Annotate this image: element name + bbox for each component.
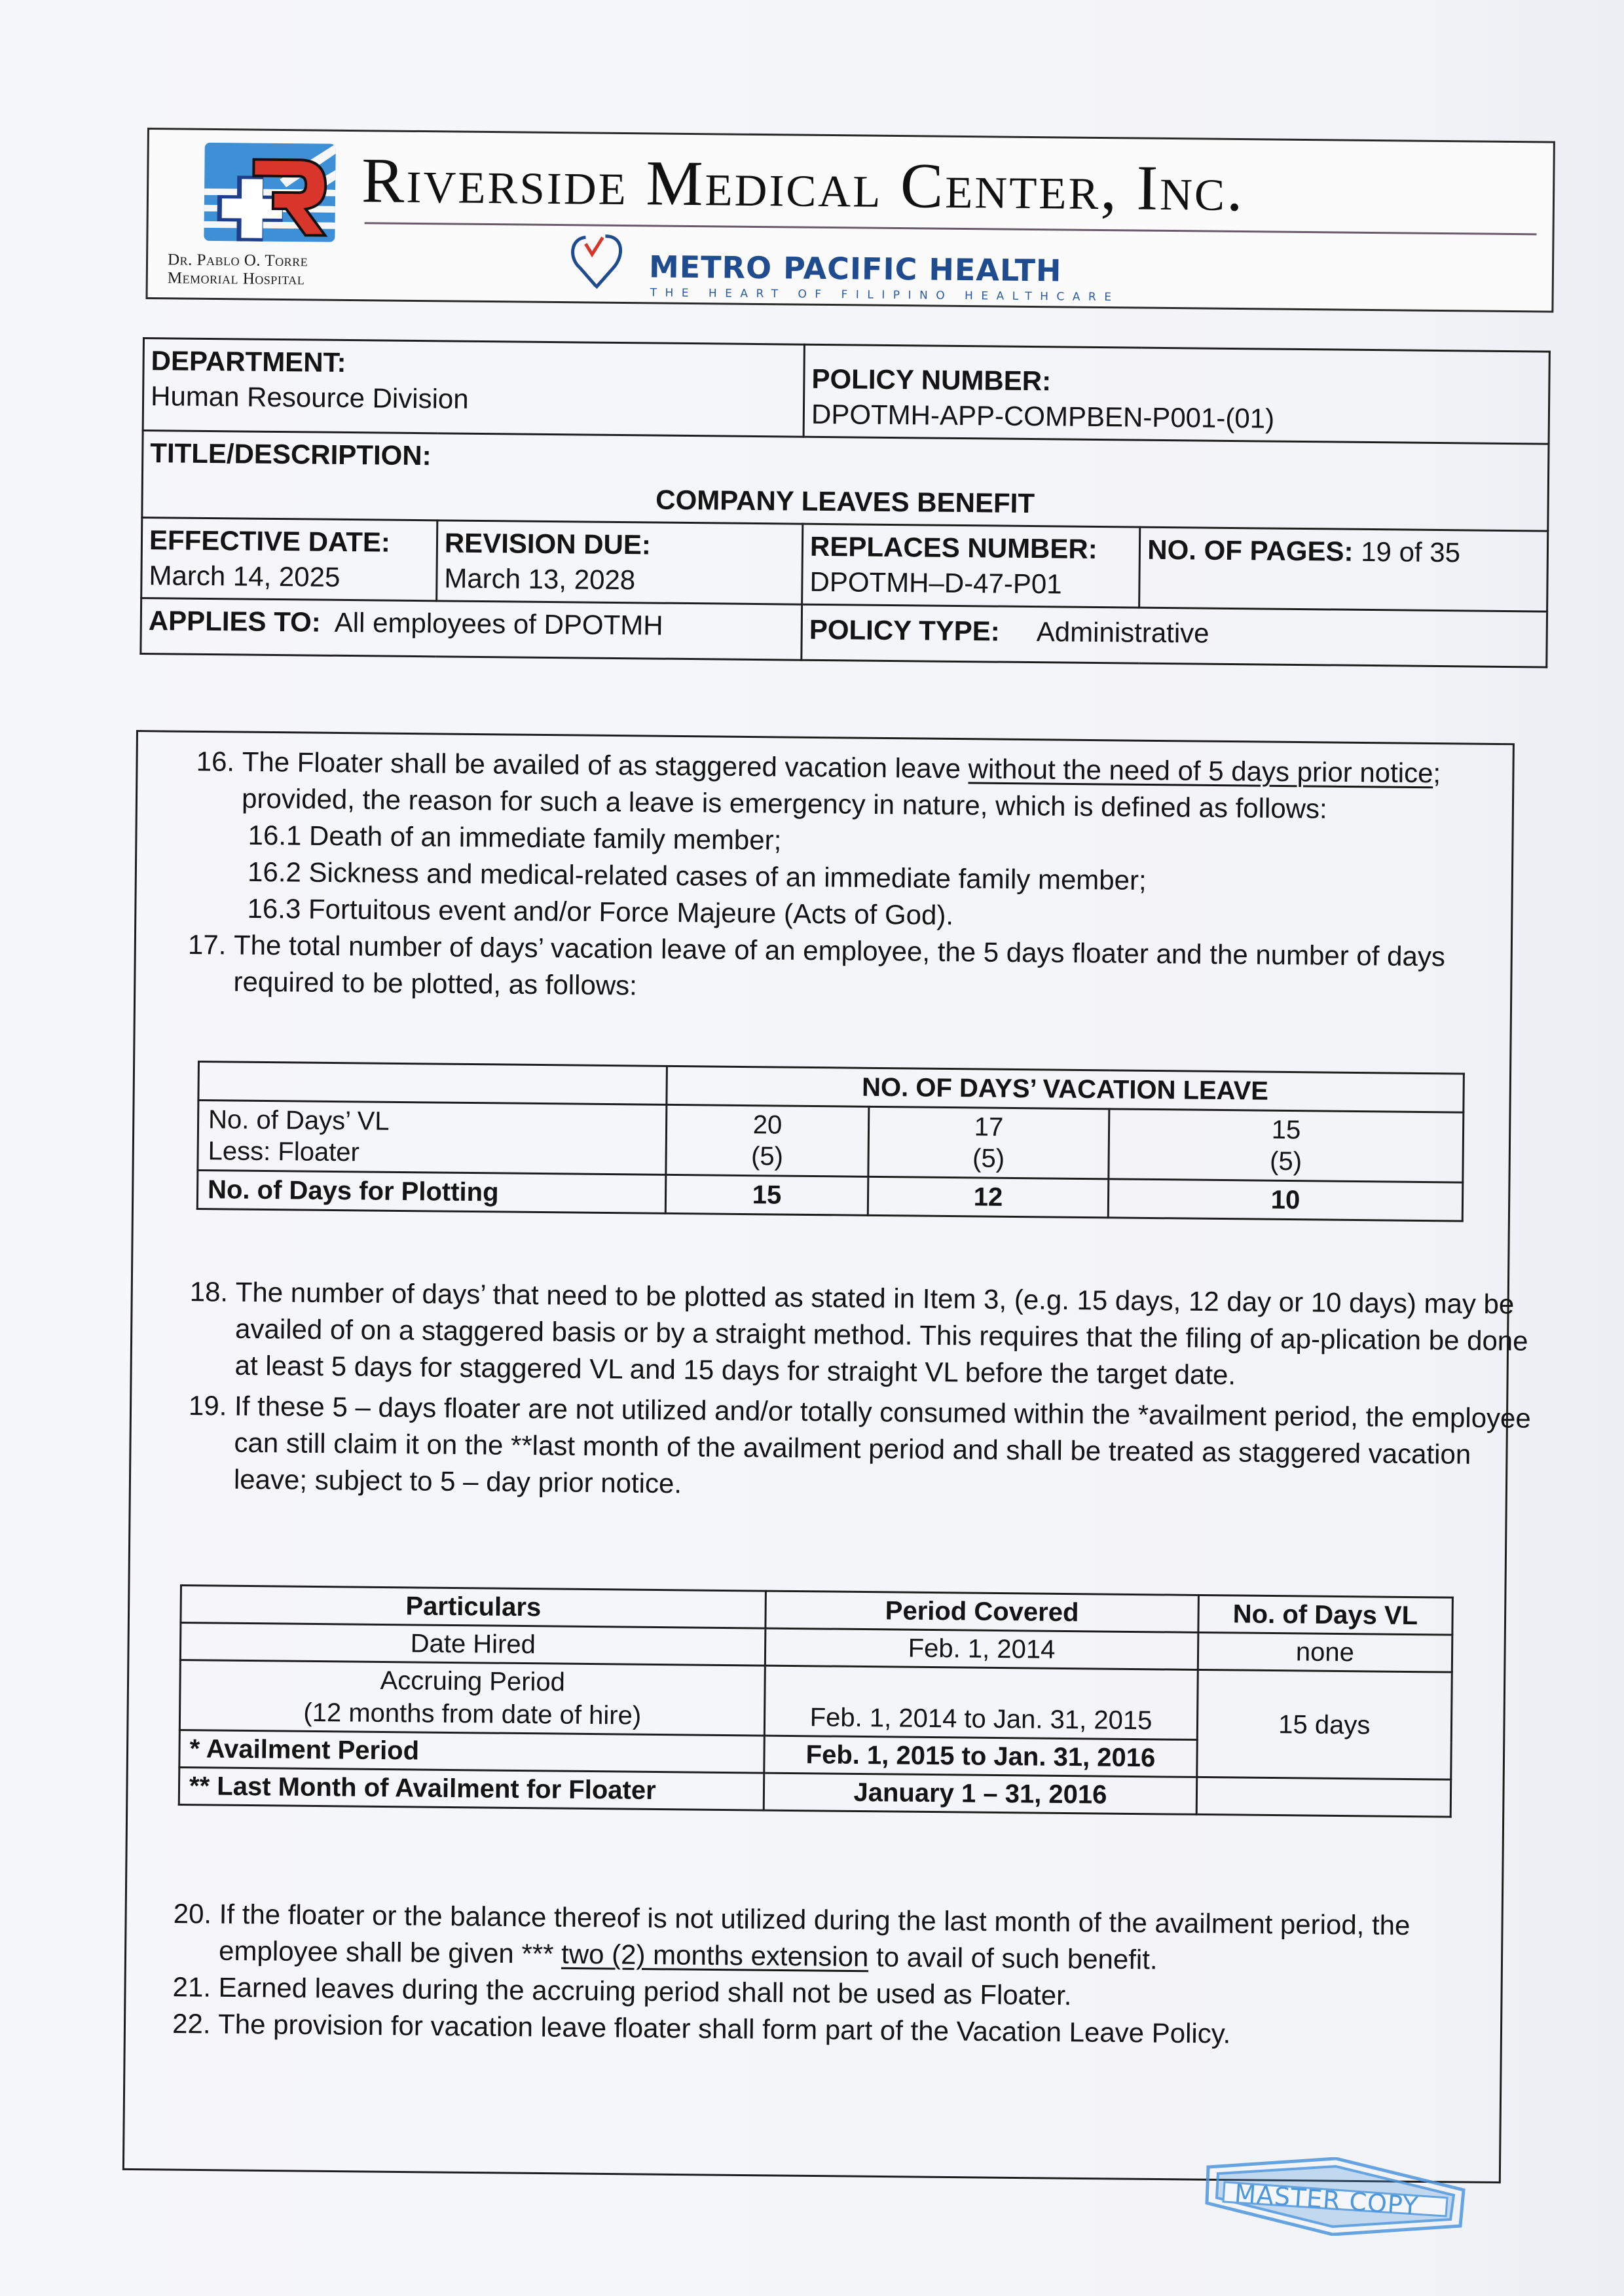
header-period-covered: Period Covered	[766, 1591, 1198, 1632]
floater-value: (5)	[972, 1144, 1005, 1173]
items-20-22	[166, 1895, 1516, 2055]
vl-row-label: No. of Days’ VL	[208, 1105, 390, 1136]
floater-value: (5)	[750, 1142, 784, 1171]
item-16-text: The Floater shall be availed of as staggered vacation leave	[242, 746, 969, 784]
items-16-17	[187, 743, 1539, 1013]
item-18-text: The number of days’ that need to be plotted as stated in Item 3, (e.g. 15 days, 12 day or 10 days) may be availed of on a staggered basis or by a straight method. This requires that the filing of ap-plication be done at least 5 days for staggered VL and 15 days for straight VL before the target date.	[234, 1276, 1528, 1391]
item-16-underlined: without the need of 5 days prior notice	[968, 753, 1433, 789]
title-value: COMPANY LEAVES BENEFIT	[655, 484, 1035, 519]
vacation-leave-table	[196, 1061, 1465, 1222]
effective-date-label: EFFECTIVE DATE:	[149, 524, 391, 558]
item-number: 17.	[187, 928, 227, 960]
vl-table-group-header: NO. OF DAYS’ VACATION LEAVE	[667, 1066, 1464, 1112]
heart-check-icon	[567, 232, 627, 291]
effective-date-cell	[141, 518, 437, 601]
floater-row-label: Less: Floater	[208, 1137, 360, 1167]
availment-period-table	[178, 1584, 1454, 1818]
days-cell: none	[1198, 1632, 1452, 1672]
vl-cell	[666, 1104, 869, 1176]
hospital-logo-icon	[200, 139, 339, 249]
item-20-text-cont: to avail of such benefit.	[868, 1941, 1158, 1975]
header-days-vl: No. of Days VL	[1198, 1595, 1452, 1635]
vl-cell	[1109, 1109, 1464, 1182]
policy-item-19	[181, 1387, 1532, 1510]
policy-number-cell	[803, 344, 1549, 444]
policy-type-label: POLICY TYPE:	[809, 613, 1001, 647]
header-particulars: Particulars	[181, 1586, 766, 1629]
policy-number-value: DPOTMH-APP-COMPBEN-P001-(01)	[811, 398, 1275, 434]
revision-due-label: REVISION DUE:	[444, 527, 652, 560]
policy-type-cell	[802, 604, 1547, 667]
vl-value: 20	[752, 1110, 783, 1140]
policy-item-17	[181, 926, 1537, 1013]
effective-date-value: March 14, 2025	[149, 560, 341, 592]
replaces-number-label: REPLACES NUMBER:	[809, 530, 1098, 565]
period-cell: Feb. 1, 2014	[766, 1628, 1198, 1669]
item-22-text: The provision for vacation leave floater shall form part of the Vacation Leave Policy.	[217, 2008, 1231, 2049]
item-16-1: 16.1 Death of an immediate family member;	[248, 819, 782, 856]
plotting-value: 15	[665, 1175, 868, 1215]
vl-value: 15	[1271, 1115, 1301, 1145]
table-row	[179, 1660, 1452, 1743]
item-number: 16.	[196, 746, 235, 777]
days-cell	[1196, 1777, 1451, 1817]
item-19-text: If these 5 – days floater are not utilized and/or totally consumed within the *availment period, the employee can still claim it on the **last month of the availment period and shall be treated as staggered vacation leave; subject to 5 – day prior notice.	[233, 1390, 1532, 1499]
item-20-underlined: two (2) months extension	[561, 1938, 869, 1973]
hospital-caption	[168, 251, 339, 289]
policy-type-value: Administrative	[1036, 616, 1209, 649]
particulars-cell: * Availment Period	[179, 1730, 765, 1774]
item-16-3: 16.3 Fortuitous event and/or Force Majeure (Acts of God).	[247, 892, 954, 931]
plotting-row-label: No. of Days for Plotting	[197, 1171, 665, 1214]
department-cell	[143, 338, 804, 437]
vl-cell	[868, 1106, 1109, 1179]
item-20-text: If the floater or the balance thereof is not utilized during the last month of the availment period, the employee shall be given ***	[218, 1898, 1411, 1969]
particulars-line1: Accruing Period	[380, 1666, 566, 1697]
item-number: 22.	[172, 2008, 211, 2039]
plotting-value: 12	[868, 1176, 1109, 1218]
days-cell: 15 days	[1196, 1669, 1452, 1779]
period-cell: Feb. 1, 2015 to Jan. 31, 2016	[764, 1736, 1197, 1777]
table-row	[198, 1101, 1464, 1183]
items-18-19	[181, 1273, 1532, 1510]
item-number: 20.	[173, 1898, 212, 1929]
letterhead	[145, 128, 1555, 313]
pages-value: 19 of 35	[1360, 536, 1461, 568]
partner-tagline: THE HEART OF FILIPINO HEALTHCARE	[650, 286, 1120, 304]
policy-item-18	[182, 1273, 1532, 1396]
floater-value: (5)	[1269, 1146, 1302, 1176]
item-16-text-cont: ; provided, the reason for such a leave is emergency in nature, which is defined as follows:	[241, 757, 1441, 824]
vl-table-row-labels	[198, 1101, 667, 1175]
vl-value: 17	[974, 1112, 1004, 1142]
partner-name: METRO PACIFIC HEALTH	[648, 249, 1062, 289]
replaces-number-value: DPOTMH–D-47-P01	[809, 566, 1062, 600]
policy-number-label: POLICY NUMBER:	[811, 363, 1052, 397]
period-cell: Feb. 1, 2014 to Jan. 31, 2015	[765, 1666, 1198, 1740]
stamp-text: MASTER COPY	[1233, 2179, 1420, 2221]
header-divider	[365, 222, 1537, 235]
particulars-cell	[179, 1660, 765, 1736]
org-name: Riverside Medical Center, Inc.	[361, 145, 1246, 225]
particulars-line2: (12 months from date of hire)	[303, 1698, 642, 1730]
particulars-cell: ** Last Month of Availment for Floater	[179, 1768, 764, 1811]
pages-label: NO. OF PAGES:	[1147, 534, 1354, 567]
replaces-number-cell	[802, 524, 1140, 608]
applies-to-label: APPLIES TO:	[148, 605, 321, 638]
revision-due-value: March 13, 2028	[444, 562, 636, 596]
applies-to-cell	[141, 598, 802, 660]
pages-cell	[1139, 527, 1548, 611]
department-value: Human Resource Division	[150, 380, 469, 414]
policy-item-20	[166, 1895, 1516, 1982]
title-cell	[142, 431, 1549, 532]
title-label: TITLE/DESCRIPTION:	[150, 437, 432, 471]
hospital-caption-line2: Memorial Hospital	[167, 269, 305, 289]
department-label: DEPARTMENT:	[151, 345, 346, 378]
item-17-text: The total number of days’ vacation leave of an employee, the 5 days floater and the number of days required to be plotted, as follows:	[233, 929, 1446, 1001]
policy-info-table	[139, 337, 1551, 668]
period-cell: January 1 – 31, 2016	[764, 1773, 1197, 1814]
revision-due-cell	[437, 520, 803, 604]
hospital-caption-line1: Dr. Pablo O. Torre	[167, 251, 308, 270]
item-16-2: 16.2 Sickness and medical-related cases of an immediate family member;	[247, 856, 1147, 896]
item-number: 19.	[188, 1390, 227, 1421]
vl-table-blank-header	[198, 1062, 667, 1105]
item-21-text: Earned leaves during the accruing period shall not be used as Floater.	[218, 1971, 1072, 2011]
plotting-value: 10	[1108, 1179, 1463, 1221]
item-number: 18.	[189, 1276, 229, 1307]
applies-to-value: All employees of DPOTMH	[334, 606, 663, 641]
particulars-cell: Date Hired	[180, 1623, 766, 1666]
policy-item-16	[188, 743, 1539, 939]
item-number: 21.	[172, 1971, 212, 2003]
